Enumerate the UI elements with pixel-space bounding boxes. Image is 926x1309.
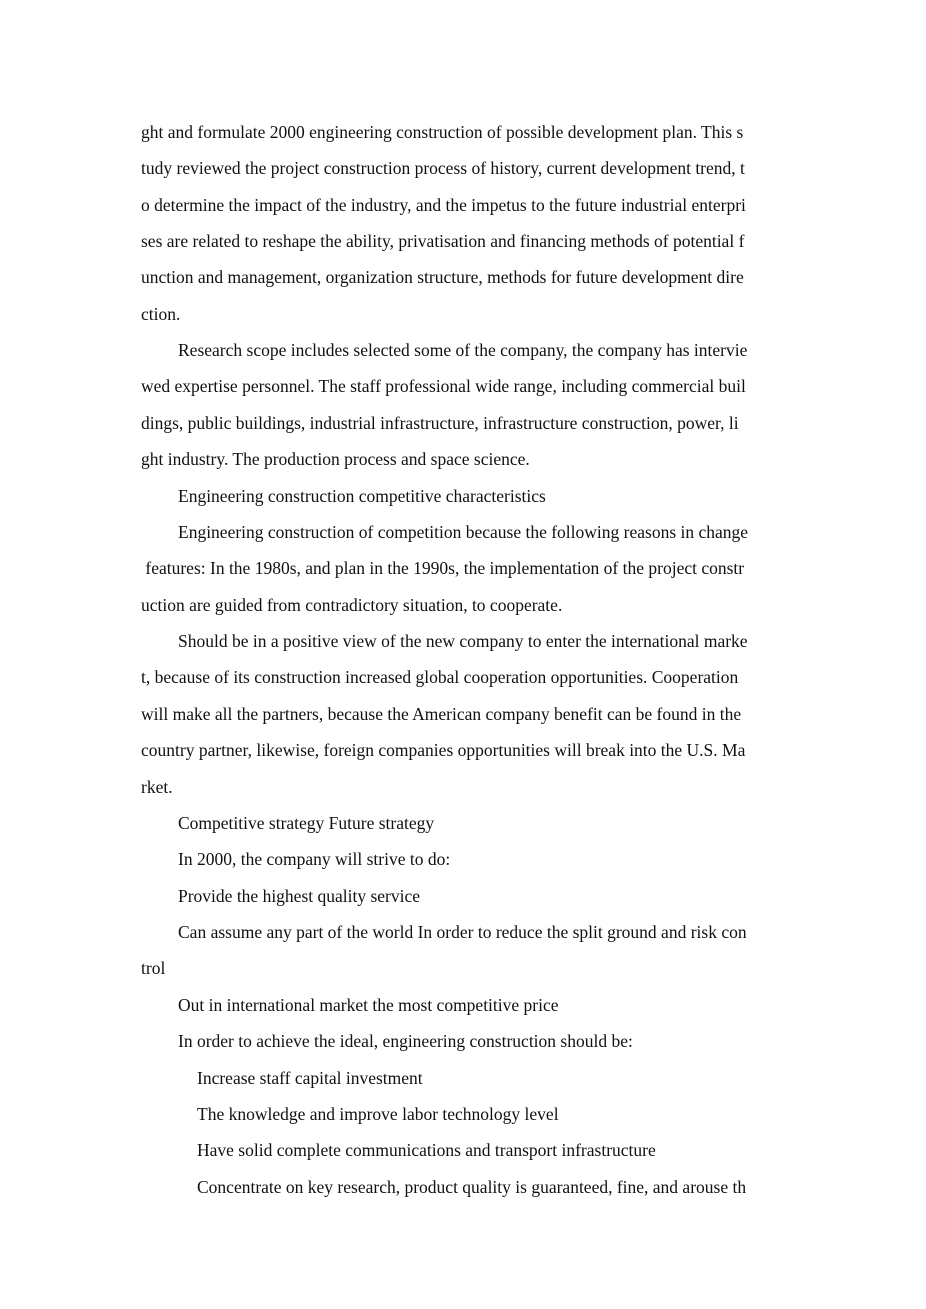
text-line: tudy reviewed the project construction process of history, current development trend, t [141,158,745,178]
list-item: Increase staff capital investment [197,1068,423,1088]
text-line: wed expertise personnel. The staff professional wide range, including commercial buil [141,376,746,396]
text-line: In order to achieve the ideal, engineering construction should be: [178,1031,633,1051]
section-heading: Competitive strategy Future strategy [178,813,435,833]
text-line: uction are guided from contradictory situation, to cooperate. [141,595,563,615]
text-line: ses are related to reshape the ability, privatisation and financing methods of potential f [141,231,745,251]
text-line: Can assume any part of the world In order to reduce the split ground and risk con [178,922,747,942]
text-line: unction and management, organization structure, methods for future development dire [141,267,744,287]
text-line: Provide the highest quality service [178,886,421,906]
text-line: Out in international market the most competitive price [178,995,559,1015]
text-line: Research scope includes selected some of the company, the company has intervie [178,340,748,360]
section-heading: Engineering construction competitive characteristics [178,486,546,506]
text-line: t, because of its construction increased global cooperation opportunities. Cooperation [141,667,739,687]
text-line: will make all the partners, because the American company benefit can be found in the [141,704,742,724]
text-line: ction. [141,304,181,324]
text-line: country partner, likewise, foreign companies opportunities will break into the U.S. Ma [141,740,746,760]
text-line: features: In the 1980s, and plan in the 1990s, the implementation of the project constr [141,558,745,578]
text-line: ght industry. The production process and space science. [141,449,530,469]
text-line: rket. [141,777,173,797]
text-line: dings, public buildings, industrial infrastructure, infrastructure construction, power, li [141,413,739,433]
list-item: Concentrate on key research, product quality is guaranteed, fine, and arouse th [197,1177,747,1197]
text-line: Engineering construction of competition because the following reasons in change [178,522,749,542]
list-item: Have solid complete communications and transport infrastructure [197,1140,656,1160]
list-item: The knowledge and improve labor technology level [197,1104,559,1124]
text-line: Should be in a positive view of the new company to enter the international marke [178,631,748,651]
text-line: trol [141,958,166,978]
text-line: ght and formulate 2000 engineering construction of possible development plan. This s [141,122,744,142]
text-line: In 2000, the company will strive to do: [178,849,451,869]
text-line: o determine the impact of the industry, and the impetus to the future industrial enterpri [141,195,746,215]
